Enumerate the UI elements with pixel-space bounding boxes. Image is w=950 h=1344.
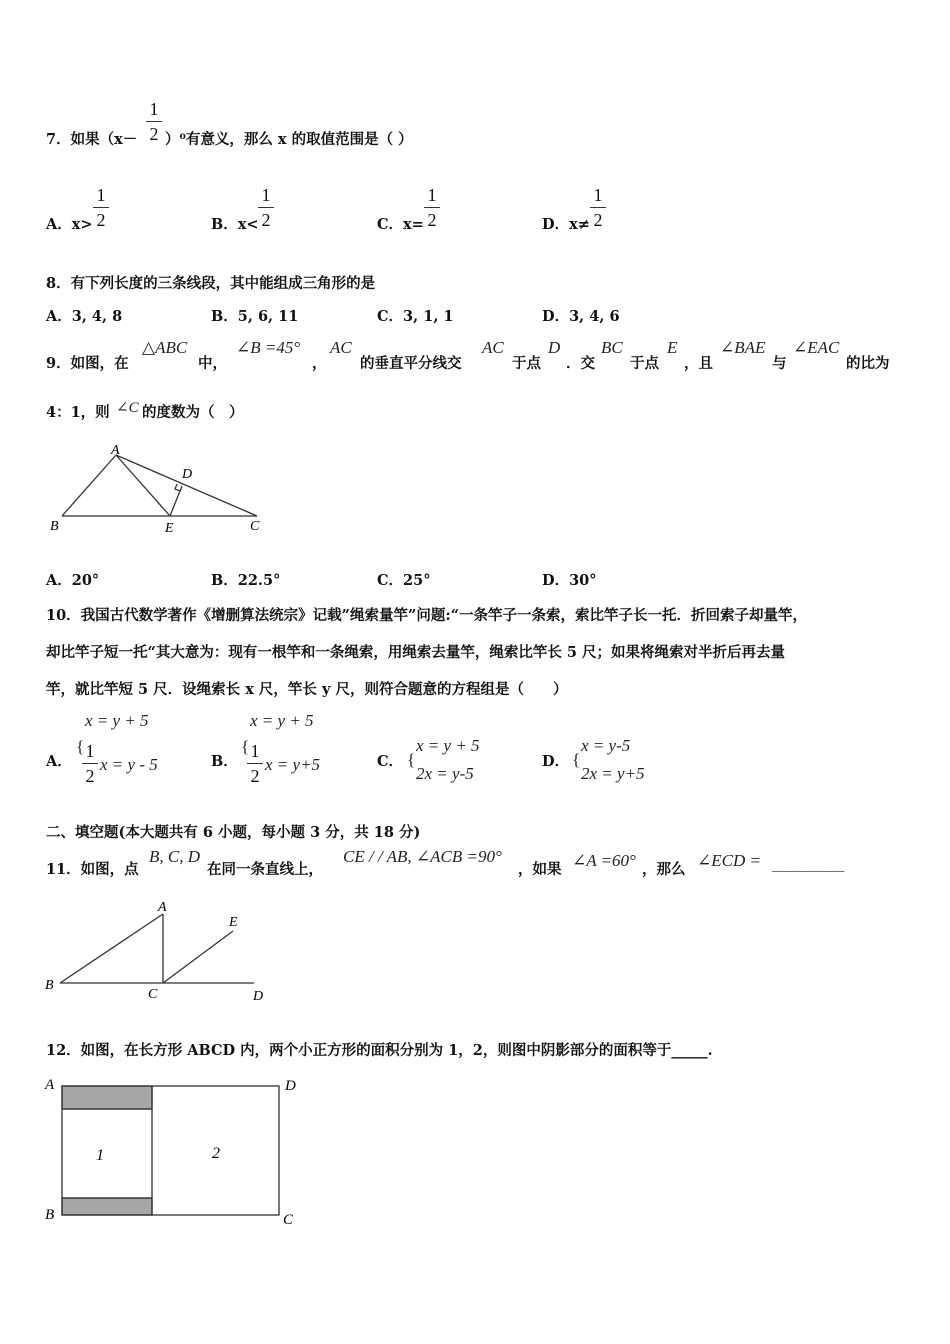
q9-option-b[interactable]: B．22.5° xyxy=(211,572,281,589)
q11-math-angle-ecd: ∠ECD = xyxy=(697,851,761,870)
q7-frac-num: 1 xyxy=(149,99,159,119)
q9-fig-label-c: C xyxy=(250,519,260,534)
q9-fig-label-a: A xyxy=(111,443,120,458)
q7-frac-den: 2 xyxy=(149,124,159,144)
q10-line-1: 10．我国古代数学著作《增删算法统宗》记载”绳索量竿”问题:“一条竿子一条索，索比竿子长一托．折回索子却量竿， xyxy=(46,607,808,624)
q11-figure xyxy=(40,896,280,1008)
q7-option-a-fraction: 1 2 xyxy=(93,186,109,229)
q7-option-a-label: A．x> xyxy=(46,216,93,233)
q9-fig-label-e: E xyxy=(165,521,174,536)
q8-option-b[interactable]: B．5, 6, 11 xyxy=(211,308,299,325)
q7-option-d-fraction: 1 2 xyxy=(590,186,606,229)
q9-math-angle-b: ∠B =45° xyxy=(236,338,301,357)
q8-option-d[interactable]: D．3, 4, 6 xyxy=(542,308,620,325)
q7-option-c-label: C．x= xyxy=(377,216,424,233)
q12-fig-label-b: B xyxy=(45,1207,55,1223)
q9-line2-b: 的度数为（ ） xyxy=(142,404,244,421)
q9-option-c[interactable]: C．25° xyxy=(377,572,431,589)
q10-line-3: 竿，就比竿短 5 尺．设绳索长 x 尺，竿长 y 尺，则符合题意的方程组是（ ） xyxy=(46,681,568,698)
q9-option-d[interactable]: D．30° xyxy=(542,572,597,589)
q9-text-6: ．交 xyxy=(566,355,595,372)
q10-option-d-label: D． xyxy=(542,753,570,770)
q9-option-a[interactable]: A．20° xyxy=(46,572,100,589)
q10-option-b-fraction: 1 2 xyxy=(247,742,263,785)
q7-stem-prefix: 7．如果（x－ xyxy=(46,131,138,148)
q12-shaded-region-bottom xyxy=(62,1198,152,1215)
q11-math-angle-a: ∠A =60° xyxy=(572,851,636,870)
q7-option-b-label: B．x< xyxy=(211,216,259,233)
q10-line-2: 却比竿子短一托“其大意为：现有一根竿和一条绳索，用绳索去量竿，绳索比竿长 5 尺；如果将绳索对半折后再去量 xyxy=(46,644,786,661)
q12-figure xyxy=(40,1072,310,1232)
q9-math-ac: AC xyxy=(330,338,352,357)
q9-text-5: 于点 xyxy=(512,355,541,372)
q12-fig-label-c: C xyxy=(283,1212,294,1228)
q11-fig-label-a: A xyxy=(158,900,167,915)
q9-text-7: 于点 xyxy=(630,355,659,372)
q11-math-points: B, C, D xyxy=(149,847,200,866)
q9-text-4: 的垂直平分线交 xyxy=(360,355,462,372)
q9-math-d: D xyxy=(548,338,561,357)
q10-option-a-eq1: x = y + 5 xyxy=(85,711,149,730)
q7-option-d-label: D．x≠ xyxy=(542,216,590,233)
q12-shaded-region-top xyxy=(62,1086,152,1109)
q11-answer-blank[interactable]: __________ xyxy=(772,856,845,872)
q9-text-10: 的比为 xyxy=(846,355,890,372)
q10-option-b-eq1: x = y + 5 xyxy=(250,711,314,730)
q10-option-b-brace: { xyxy=(241,737,250,756)
q7-stem-fraction xyxy=(146,100,162,143)
q9-line2-a: 4：1，则 xyxy=(46,404,110,421)
q11-text-3: ，如果 xyxy=(518,861,562,878)
q10-option-a-fraction: 1 2 xyxy=(82,742,98,785)
q10-option-a-brace: { xyxy=(76,737,85,756)
q11-fig-label-b: B xyxy=(45,978,54,993)
q9-math-ac-2: AC xyxy=(482,338,504,357)
q10-option-c-brace: { xyxy=(407,750,416,769)
q7-option-c-fraction: 1 2 xyxy=(424,186,440,229)
q8-stem: 8．有下列长度的三条线段，其中能组成三角形的是 xyxy=(46,275,376,292)
q12-square-1-label: 1 xyxy=(96,1147,104,1164)
q9-math-e: E xyxy=(667,338,678,357)
q10-option-c-eq1: x = y + 5 xyxy=(416,736,480,755)
q9-math-bc: BC xyxy=(601,338,623,357)
q9-line2-angle-c: ∠C xyxy=(116,400,139,416)
section2-title: 二、填空题(本大题共有 6 小题，每小题 3 分，共 18 分) xyxy=(46,824,421,841)
q7-option-b-fraction: 1 2 xyxy=(258,186,274,229)
q9-math-triangle: △ABC xyxy=(142,338,188,357)
q9-math-eac: ∠EAC xyxy=(793,338,840,357)
q11-fig-label-e: E xyxy=(229,915,238,930)
q8-option-a[interactable]: A．3, 4, 8 xyxy=(46,308,123,325)
q12-fig-label-d: D xyxy=(285,1078,296,1094)
q12-fig-label-a: A xyxy=(45,1077,55,1093)
q10-option-c-label: C． xyxy=(377,753,404,770)
q9-text-2: 中， xyxy=(198,355,227,372)
q10-option-a-eq2: x = y - 5 xyxy=(100,755,158,774)
q11-fig-label-c: C xyxy=(148,987,158,1002)
q10-option-b-label: B． xyxy=(211,753,238,770)
q9-fig-label-b: B xyxy=(50,519,59,534)
q9-fig-label-d: D xyxy=(182,467,193,482)
q11-fig-label-d: D xyxy=(253,989,264,1004)
q9-text-8: ，且 xyxy=(684,355,713,372)
q9-text-3: ， xyxy=(312,355,327,372)
q10-option-c-eq2: 2x = y-5 xyxy=(416,764,474,783)
q9-text-9: 与 xyxy=(772,355,787,372)
q12-square-2-label: 2 xyxy=(212,1145,220,1162)
q10-option-d-eq1: x = y-5 xyxy=(581,736,631,755)
q11-text-1: 11．如图，点 xyxy=(46,861,139,878)
q9-math-bae: ∠BAE xyxy=(720,338,766,357)
q9-figure xyxy=(40,438,280,538)
q11-math-parallel: CE / / AB, ∠ACB =90° xyxy=(343,847,502,866)
q10-option-a-label: A． xyxy=(46,753,72,770)
q12-stem: 12．如图，在长方形 ABCD 内，两个小正方形的面积分别为 1，2，则图中阴影部分的面积等于_____. xyxy=(46,1042,713,1059)
q9-text-1: 9．如图，在 xyxy=(46,355,129,372)
q11-text-2: 在同一条直线上， xyxy=(207,861,323,878)
q10-option-d-brace: { xyxy=(572,750,581,769)
q10-option-b-eq2: x = y+5 xyxy=(265,755,321,774)
q11-text-4: ，那么 xyxy=(642,861,686,878)
q8-option-c[interactable]: C．3, 1, 1 xyxy=(377,308,454,325)
q10-option-d-eq2: 2x = y+5 xyxy=(581,764,645,783)
q7-stem-suffix: ）⁰有意义，那么 x 的取值范围是（ ） xyxy=(165,131,413,148)
